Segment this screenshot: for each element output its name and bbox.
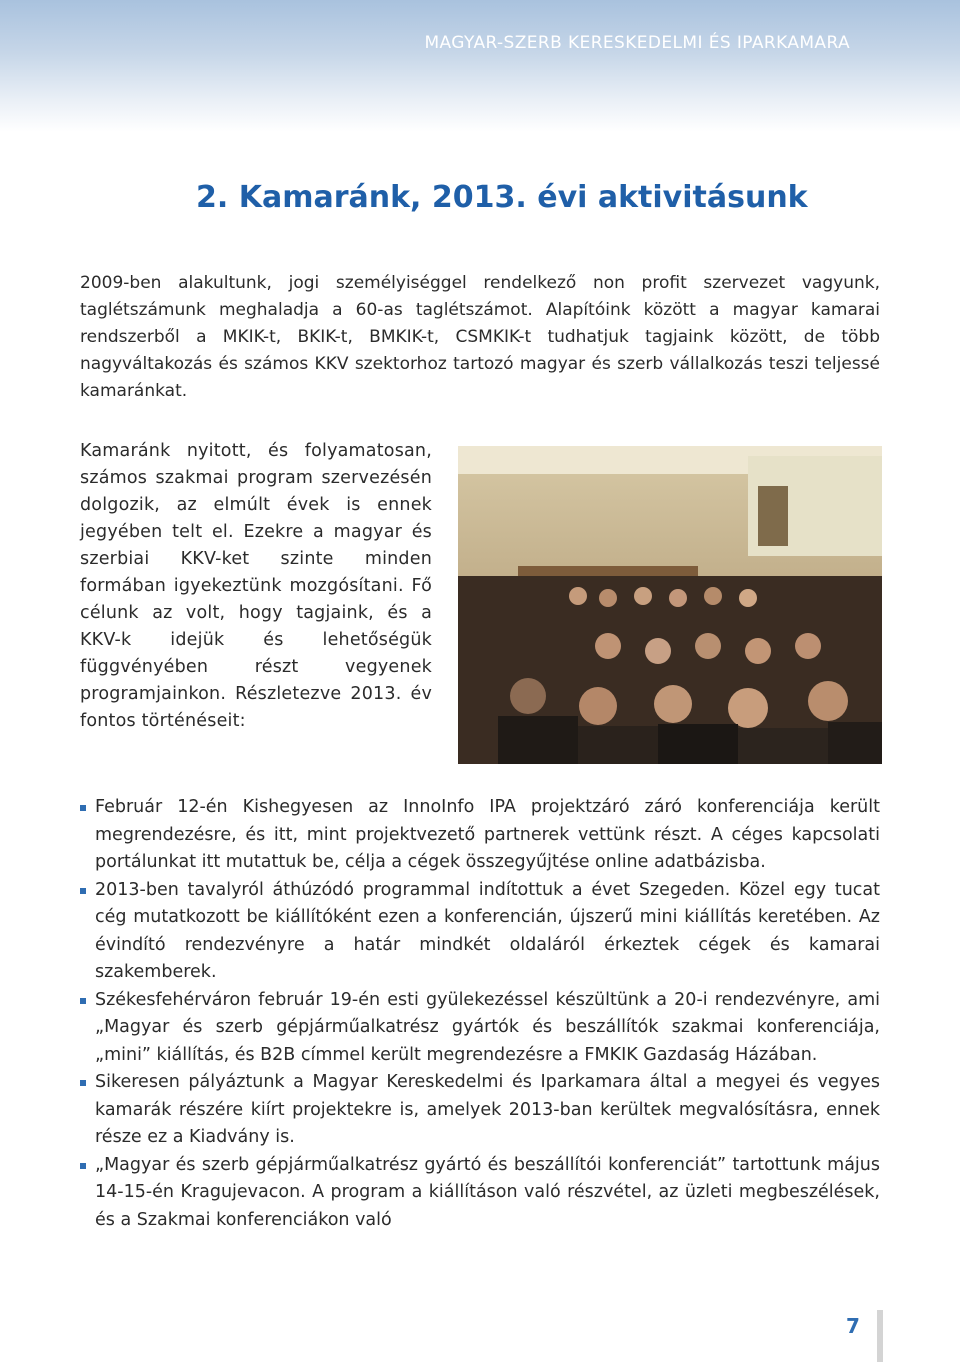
list-item — [80, 794, 880, 877]
page-number: 7 — [846, 1314, 860, 1338]
square-bullet-icon — [80, 1080, 86, 1086]
list-item-text: „Magyar és szerb gépjárműalkatrész gyártó és beszállítói konferenciát” tartottunk május 14-15-én Kragujevacon. A program a kiállításon való részvétel, az üzleti megbeszélések, és a Szakmai konferenciákon való — [95, 1154, 880, 1230]
list-item — [80, 987, 880, 1070]
list-item-text: 2013-ben tavalyról áthúzódó programmal indítottuk a évet Szegeden. Közel egy tucat cég mutatkozott be kiállítóként ezen a konferencián, újszerű mini kiállítás keretében. Az évindító rendezvényre a határ mindkét oldaláról érkeztek cégek és kamarai szakemberek. — [95, 879, 880, 982]
list-item-text: Sikeresen pályáztunk a Magyar Kereskedelmi és Iparkamara által a megyei és vegyes kamarák részére kiírt projektekre is, amelyek 2013-ban kerültek megvalósításra, ennek része ez a Kiadvány is. — [95, 1072, 880, 1147]
header-band — [0, 0, 960, 132]
list-item — [80, 1152, 880, 1235]
square-bullet-icon — [80, 805, 86, 811]
square-bullet-icon — [80, 998, 86, 1004]
list-item-text: Február 12-én Kishegyesen az InnoInfo IPA projektzáró záró konferenciája került megrendezésre, és itt, mint projektvezető partnerek vettünk részt. A céges kapcsolati portálunkat itt mutattuk be, célja a cégek összegyűjtése online adatbázisba. — [95, 797, 880, 872]
square-bullet-icon — [80, 1163, 86, 1169]
header-title: MAGYAR-SZERB KERESKEDELMI ÉS IPARKAMARA — [424, 33, 850, 53]
list-item-text: Székesfehérváron február 19-én esti gyülekezéssel készültünk a 20-i rendezvényre, ami „Magyar és szerb gépjárműalkatrész gyártók és beszállítók szakmai konferenciája, „mini” kiállítás, és B2B címmel került megrendezésre a FMKIK Gazdaság Házában. — [95, 989, 880, 1065]
side-paragraph: Kamaránk nyitott, és folyamatosan, számos szakmai program szervezésén dolgozik, az elmúlt évek is ennek jegyében telt el. Ezekre a magyar és szerbiai KKV-ket szinte minden formában igyekeztünk mozgósítani. Fő célunk az volt, hogy tagjaink, és a KKV-k idejük és lehetőségük függvényében részt vegyenek programjainkon. Részletezve 2013. év fontos történéseit: — [80, 441, 432, 731]
page-number-rule — [877, 1310, 883, 1362]
conference-photo — [458, 446, 882, 764]
list-item — [80, 877, 880, 987]
intro-paragraph: 2009-ben alakultunk, jogi személyiséggel rendelkező non profit szervezet vagyunk, taglétszámunk meghaladja a 60-as taglétszámot. Alapítóink között a magyar kamarai rendszerből a MKIK-t, BKIK-t, BMKIK-t, CSMKIK-t tudhatjuk tagjaink között, de több nagyváltakozás és számos KKV szektorhoz tartozó magyar és szerb vállalkozás teszi teljessé kamaránkat. — [80, 273, 880, 401]
events-list — [80, 794, 880, 1234]
square-bullet-icon — [80, 888, 86, 894]
conference-audience-image — [458, 446, 882, 764]
section-heading: 2. Kamaránk, 2013. évi aktivitásunk — [196, 180, 808, 215]
list-item — [80, 1069, 880, 1152]
